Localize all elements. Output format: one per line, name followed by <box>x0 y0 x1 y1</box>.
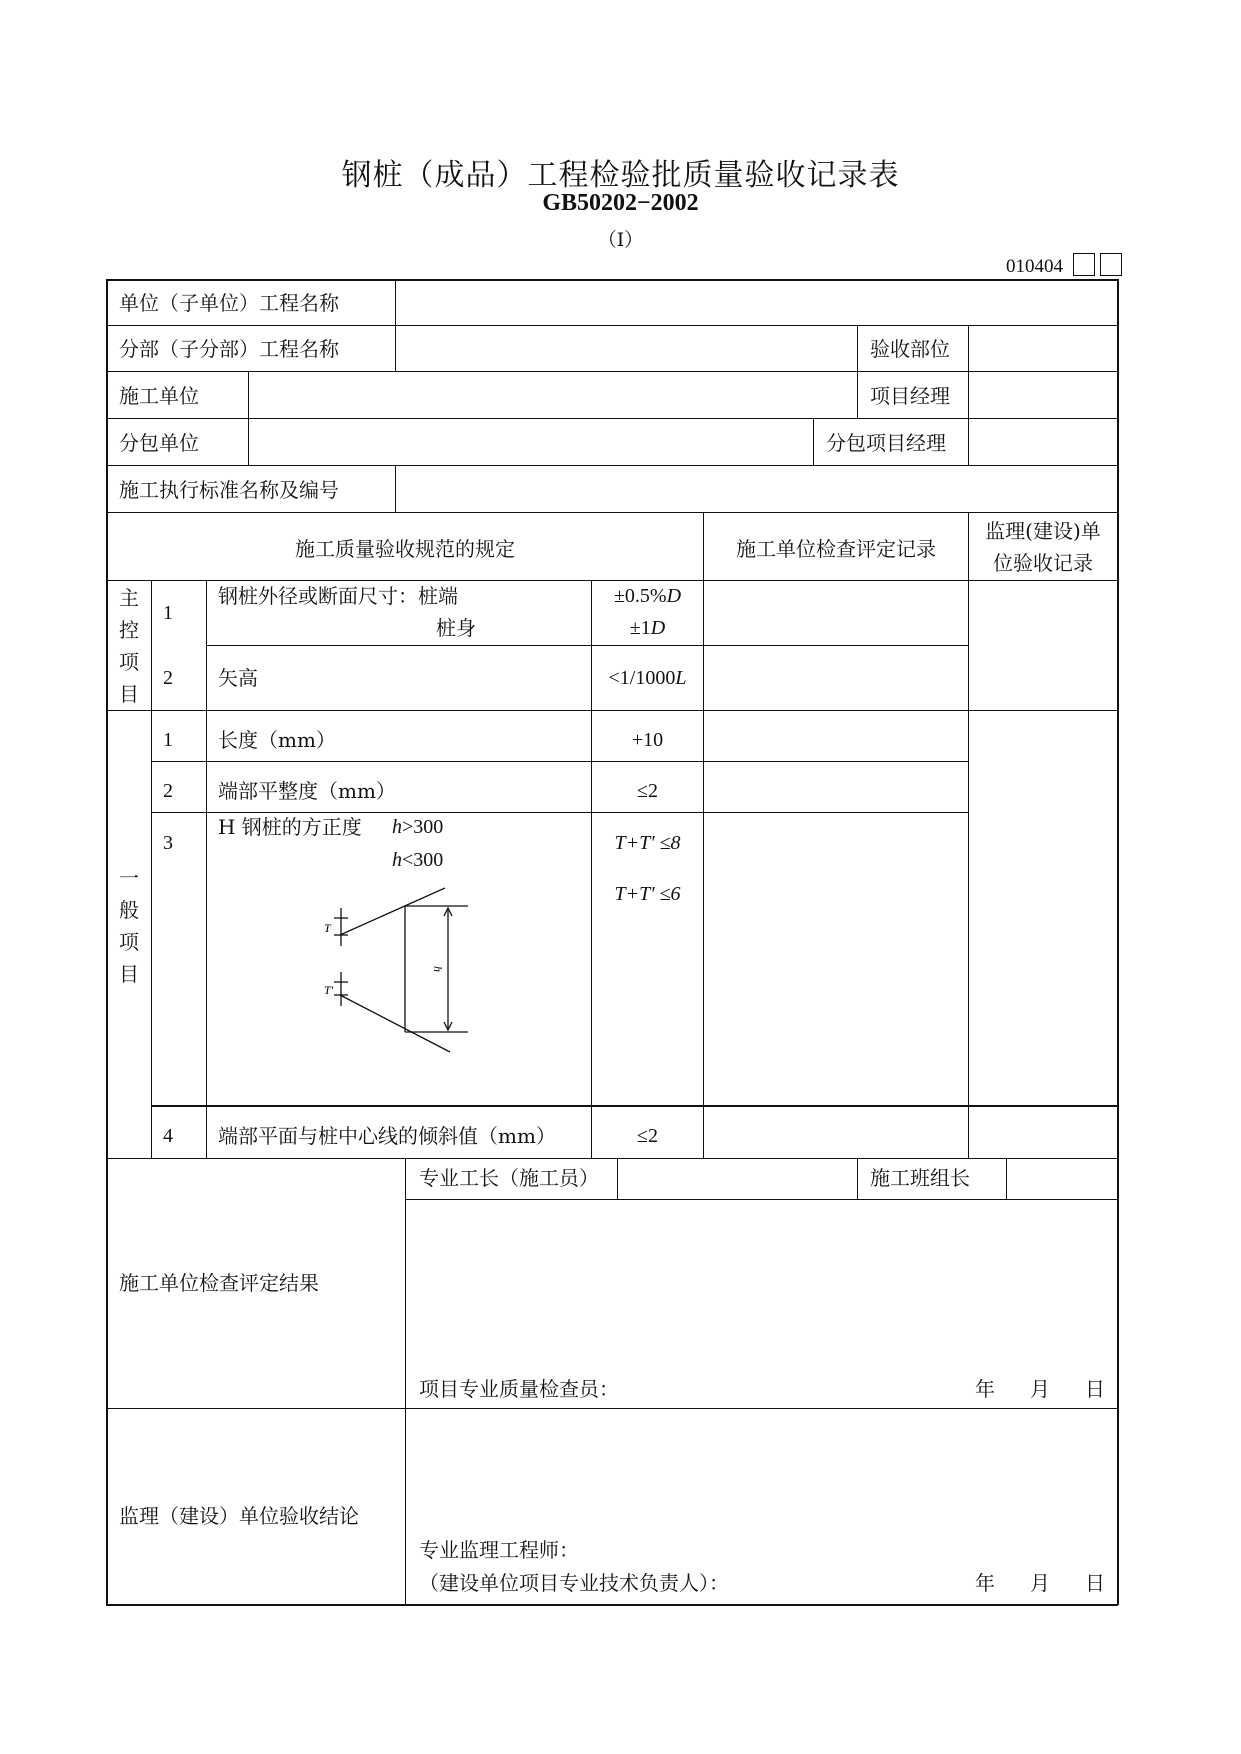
general-items-supervisor-record[interactable] <box>970 712 1116 1104</box>
project-manager-field[interactable] <box>970 373 1116 417</box>
construction-unit-field[interactable] <box>250 373 856 417</box>
main-item-2-desc: 矢高 <box>218 666 258 690</box>
code-box-1[interactable] <box>1073 253 1095 276</box>
subcontract-unit-label: 分包单位 <box>119 431 199 455</box>
general-item-3-tolerance-lt: T+T′ ≤6 <box>614 883 681 905</box>
main-item-1-tolerance-body: ±1D <box>629 617 666 639</box>
main-item-1-desc-body: 桩身 <box>436 616 476 640</box>
section-label: （Ⅰ） <box>597 229 644 251</box>
contractor-day: 日 <box>1085 1377 1105 1401</box>
page-title: 钢桩（成品）工程检验批质量验收记录表 <box>341 158 900 193</box>
contractor-year: 年 <box>975 1377 995 1401</box>
main-item-1-record[interactable] <box>705 582 967 644</box>
supervisor-record-header-1: 监理(建设)单 <box>985 519 1101 543</box>
contractor-record-header: 施工单位检查评定记录 <box>736 537 936 561</box>
general-item-3-cond-lt: h<300 <box>392 849 444 871</box>
unit-project-field[interactable] <box>397 280 1116 324</box>
main-item-2-tolerance: <1/1000L <box>608 667 687 689</box>
main-items-label: 主 控 项 目 <box>119 586 139 706</box>
subcontract-unit-field[interactable] <box>250 420 812 464</box>
general-item-4-desc: 端部平面与桩中心线的倾斜值（mm） <box>218 1124 556 1148</box>
general-item-3-desc: H 钢桩的方正度 <box>218 815 362 839</box>
unit-project-label: 单位（子单位）工程名称 <box>119 291 339 315</box>
supervising-engineer-label: 专业监理工程师： <box>419 1538 579 1562</box>
general-item-3-record[interactable] <box>705 814 967 1104</box>
general-item-2-tolerance: ≤2 <box>637 780 658 802</box>
contractor-result-field[interactable] <box>407 1201 1116 1361</box>
supervisor-year: 年 <box>975 1571 995 1595</box>
general-item-1-desc: 长度（mm） <box>218 728 336 752</box>
main-item-1-no: 1 <box>163 602 173 624</box>
supervisor-day: 日 <box>1085 1571 1105 1595</box>
spec-column-header: 施工质量验收规范的规定 <box>295 537 515 561</box>
general-item-1-record[interactable] <box>705 712 967 760</box>
supervisor-month: 月 <box>1030 1571 1050 1595</box>
acceptance-part-label: 验收部位 <box>870 337 950 361</box>
project-manager-label: 项目经理 <box>870 384 950 408</box>
form-code: 010404 <box>1006 256 1063 277</box>
subcontract-manager-label: 分包项目经理 <box>826 431 946 455</box>
main-item-2-no: 2 <box>163 667 173 689</box>
division-field[interactable] <box>397 327 856 370</box>
contractor-month: 月 <box>1030 1377 1050 1401</box>
h-pile-squareness-diagram <box>310 880 480 1060</box>
main-item-2-record[interactable] <box>705 647 967 709</box>
construction-unit-label: 施工单位 <box>119 384 199 408</box>
foreman-label: 专业工长（施工员） <box>419 1166 599 1190</box>
supervisor-record-header-2: 位验收记录 <box>993 551 1093 575</box>
general-item-3-no: 3 <box>163 832 173 854</box>
main-item-1-tolerance-end: ±0.5%D <box>613 585 682 607</box>
standard-code: GB50202−2002 <box>542 190 699 216</box>
general-items-label: 一 般 项 目 <box>119 866 139 986</box>
contractor-result-label: 施工单位检查评定结果 <box>119 1271 319 1295</box>
foreman-field[interactable] <box>619 1160 856 1198</box>
standard-name-label: 施工执行标准名称及编号 <box>119 478 339 502</box>
general-item-4-no: 4 <box>163 1125 173 1147</box>
general-item-4-tolerance: ≤2 <box>637 1125 658 1147</box>
general-item-1-tolerance: +10 <box>631 729 664 751</box>
diagram-label-t: T <box>324 921 331 935</box>
general-item-3-cond-gt: h>300 <box>392 816 444 838</box>
general-item-1-no: 1 <box>163 729 173 751</box>
main-item-1-desc: 钢桩外径或断面尺寸：桩端 <box>218 584 458 608</box>
division-label: 分部（子分部）工程名称 <box>119 337 339 361</box>
general-item-4-record[interactable] <box>705 1108 967 1157</box>
quality-inspector-label: 项目专业质量检查员： <box>419 1377 619 1401</box>
diagram-label-t-prime: T′ <box>324 983 334 997</box>
code-box-2[interactable] <box>1100 253 1122 276</box>
subcontract-manager-field[interactable] <box>970 420 1116 464</box>
general-item-2-record[interactable] <box>705 763 967 811</box>
general-item-2-desc: 端部平整度（mm） <box>218 779 396 803</box>
general-item-3-tolerance-gt: T+T′ ≤8 <box>614 832 681 854</box>
team-leader-field[interactable] <box>1008 1160 1116 1198</box>
main-items-supervisor-record[interactable] <box>970 582 1116 709</box>
diagram-label-h: h <box>431 966 445 972</box>
team-leader-label: 施工班组长 <box>870 1166 970 1190</box>
general-item-2-no: 2 <box>163 780 173 802</box>
standard-name-field[interactable] <box>397 467 1116 511</box>
supervisor-result-label: 监理（建设）单位验收结论 <box>119 1504 359 1528</box>
owner-tech-lead-label: （建设单位项目专业技术负责人）： <box>419 1571 729 1595</box>
supervisor-result-field[interactable] <box>407 1410 1116 1540</box>
acceptance-part-field[interactable] <box>970 327 1116 370</box>
